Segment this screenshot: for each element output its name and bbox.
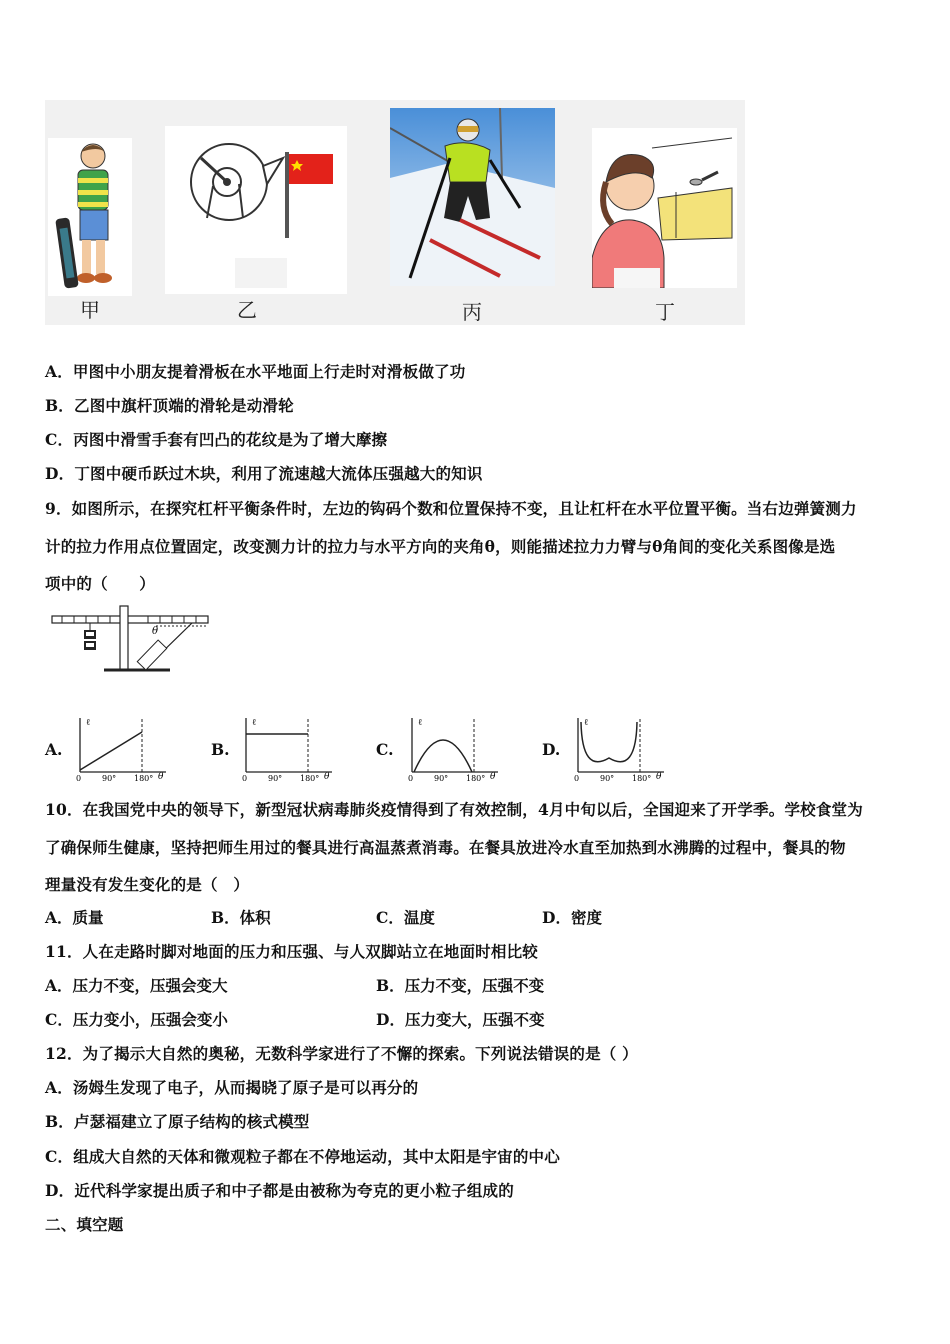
svg-text:0: 0 bbox=[76, 774, 82, 783]
q9-option-d-label: D. bbox=[542, 740, 561, 759]
caption-ding: 丁 bbox=[655, 300, 675, 324]
svg-text:0: 0 bbox=[242, 774, 248, 783]
q10-option-d: D．密度 bbox=[542, 908, 602, 927]
q11-stem: 11．人在走路时脚对地面的压力和压强、与人双脚站立在地面时相比较 bbox=[45, 942, 538, 961]
svg-text:0: 0 bbox=[574, 774, 580, 783]
q9-option-b-label: B. bbox=[211, 740, 230, 759]
svg-text:0: 0 bbox=[408, 774, 414, 783]
q12-stem: 12．为了揭示大自然的奥秘，无数科学家进行了不懈的探索。下列说法错误的是（ ） bbox=[45, 1044, 638, 1063]
lever-theta-label: θ bbox=[152, 626, 159, 637]
q9-graph-d bbox=[568, 714, 668, 784]
q8-option-b: B．乙图中旗杆顶端的滑轮是动滑轮 bbox=[45, 396, 294, 415]
q11-option-b: B．压力不变，压强不变 bbox=[376, 976, 545, 995]
lever-diagram bbox=[48, 604, 213, 679]
q9-stem-line2: 计的拉力作用点位置固定，改变测力计的拉力与水平方向的夹角θ，则能描述拉力力臂与θ角间的变化关系图像是选 bbox=[45, 537, 836, 556]
svg-text:90°: 90° bbox=[268, 774, 283, 783]
q12-option-c: C．组成大自然的天体和微观粒子都在不停地运动，其中太阳是宇宙的中心 bbox=[45, 1147, 560, 1166]
svg-text:ℓ: ℓ bbox=[86, 718, 91, 728]
q12-option-d: D．近代科学家提出质子和中子都是由被称为夸克的更小粒子组成的 bbox=[45, 1181, 514, 1200]
q9-option-c-label: C. bbox=[376, 740, 394, 759]
q9-graph-b bbox=[236, 714, 336, 784]
svg-text:180°: 180° bbox=[300, 774, 320, 783]
q11-option-c: C．压力变小，压强会变小 bbox=[45, 1010, 228, 1029]
svg-text:ℓ: ℓ bbox=[252, 718, 257, 728]
q8-option-c: C．丙图中滑雪手套有凹凸的花纹是为了增大摩擦 bbox=[45, 430, 388, 449]
q9-graph-c bbox=[402, 714, 502, 784]
caption-bing: 丙 bbox=[462, 300, 482, 324]
svg-text:θ: θ bbox=[656, 772, 662, 782]
q8-option-d: D．丁图中硬币跃过木块，利用了流速越大流体压强越大的知识 bbox=[45, 464, 483, 483]
q11-option-d: D．压力变大，压强不变 bbox=[376, 1010, 545, 1029]
q9-option-a-label: A. bbox=[45, 740, 63, 759]
svg-text:ℓ: ℓ bbox=[418, 718, 423, 728]
svg-text:90°: 90° bbox=[102, 774, 117, 783]
q10-stem-line1: 10．在我国党中央的领导下，新型冠状病毒肺炎疫情得到了有效控制，4月中旬以后，全国迎来了开学季。学校食堂为 bbox=[45, 800, 863, 819]
q9-stem-line1: 9．如图所示，在探究杠杆平衡条件时，左边的钩码个数和位置保持不变，且让杠杆在水平位置平衡。当右边弹簧测力 bbox=[45, 499, 857, 518]
svg-text:θ: θ bbox=[158, 772, 164, 782]
figure-flagpole-pulley bbox=[165, 126, 347, 322]
q8-option-a: A．甲图中小朋友提着滑板在水平地面上行走时对滑板做了功 bbox=[45, 362, 466, 381]
svg-text:ℓ: ℓ bbox=[584, 718, 589, 728]
section-title: 二、填空题 bbox=[45, 1215, 124, 1234]
svg-text:90°: 90° bbox=[434, 774, 449, 783]
q9-graph-a bbox=[70, 714, 170, 784]
q9-stem-line3: 项中的（ ） bbox=[45, 574, 155, 593]
svg-text:180°: 180° bbox=[466, 774, 486, 783]
svg-text:90°: 90° bbox=[600, 774, 615, 783]
q10-stem-line3: 理量没有发生变化的是（ ） bbox=[45, 875, 250, 894]
figure-boy-skateboard bbox=[48, 138, 132, 322]
q10-option-a: A．质量 bbox=[45, 908, 104, 927]
q12-option-a: A．汤姆生发现了电子，从而揭晓了原子是可以再分的 bbox=[45, 1078, 419, 1097]
q10-option-c: C．温度 bbox=[376, 908, 435, 927]
q12-option-b: B．卢瑟福建立了原子结构的核式模型 bbox=[45, 1112, 310, 1131]
figure-skier bbox=[390, 108, 555, 324]
caption-yi: 乙 bbox=[237, 298, 257, 322]
svg-text:θ: θ bbox=[490, 772, 496, 782]
q10-option-b: B．体积 bbox=[211, 908, 271, 927]
figure-strip bbox=[45, 100, 745, 325]
svg-text:180°: 180° bbox=[134, 774, 154, 783]
q11-option-a: A．压力不变，压强会变大 bbox=[45, 976, 228, 995]
q10-stem-line2: 了确保师生健康，坚持把师生用过的餐具进行高温蒸煮消毒。在餐具放进冷水直至加热到水沸腾的过程中，餐具的物 bbox=[45, 838, 846, 857]
figure-coin-blowing bbox=[592, 128, 737, 324]
svg-text:180°: 180° bbox=[632, 774, 652, 783]
caption-jia: 甲 bbox=[80, 298, 100, 322]
svg-text:θ: θ bbox=[324, 772, 330, 782]
